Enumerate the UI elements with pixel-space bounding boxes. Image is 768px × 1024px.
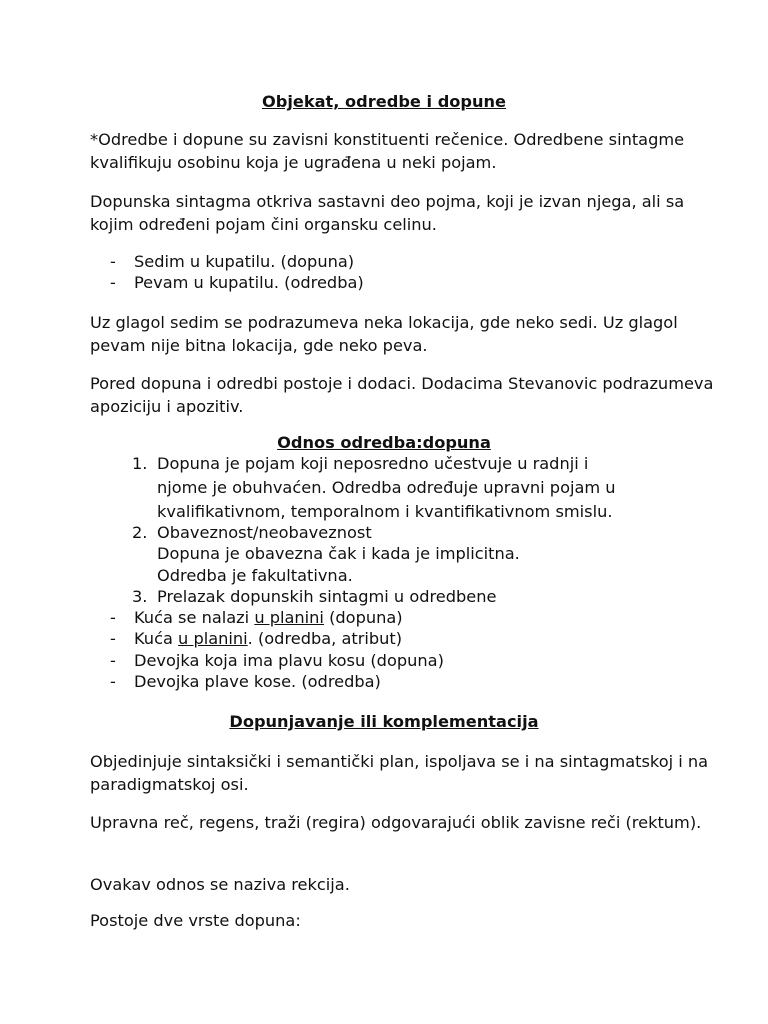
paragraph-glagol: Uz glagol sedim se podrazumeva neka lokacija, gde neko sedi. Uz glagol pevam nije bitna lokacija, gde neko peva. bbox=[90, 313, 678, 355]
document-title: Objekat, odredbe i dopune bbox=[261, 92, 507, 111]
list-dash: - bbox=[110, 629, 116, 648]
list-dash: - bbox=[110, 672, 116, 691]
item-number: 3. bbox=[132, 587, 148, 606]
list-dash: - bbox=[110, 252, 116, 271]
item-text: Prelazak dopunskih sintagmi u odredbene bbox=[157, 587, 497, 606]
list-item-text: Kuća se nalazi u planini (dopuna) bbox=[134, 608, 403, 627]
list-item-text: Devojka koja ima plavu kosu (dopuna) bbox=[134, 651, 444, 670]
item-text: Obaveznost/neobaveznost bbox=[157, 523, 372, 542]
list-item-text: Pevam u kupatilu. (odredba) bbox=[134, 273, 364, 292]
list-item-text: Devojka plave kose. (odredba) bbox=[134, 672, 381, 691]
section-heading-dopunjavanje: Dopunjavanje ili komplementacija bbox=[229, 712, 539, 731]
item-text: Dopuna je pojam koji neposredno učestvuje u radnji i bbox=[157, 454, 589, 473]
list-item-text: Sedim u kupatilu. (dopuna) bbox=[134, 252, 355, 271]
paragraph-upravna-rec: Upravna reč, regens, traži (regira) odgovarajući oblik zavisne reči (rektum). bbox=[90, 813, 702, 832]
paragraph-vrste-dopuna: Postoje dve vrste dopuna: bbox=[90, 911, 301, 930]
list-dash: - bbox=[110, 273, 116, 292]
paragraph-rekcija: Ovakav odnos se naziva rekcija. bbox=[90, 875, 350, 894]
item-text: njome je obuhvaćen. Odredba određuje upravni pojam u bbox=[157, 478, 616, 497]
item-number: 2. bbox=[132, 523, 148, 542]
paragraph-odredbe-dopune: *Odredbe i dopune su zavisni konstituenti rečenice. Odredbene sintagme kvalifikuju osobinu koja je ugrađena u neki pojam. bbox=[90, 130, 685, 172]
list-dash: - bbox=[110, 651, 116, 670]
item-text: Odredba je fakultativna. bbox=[157, 566, 353, 585]
item-number: 1. bbox=[132, 454, 148, 473]
underlined-phrase: u planini bbox=[178, 629, 248, 648]
underlined-phrase: u planini bbox=[254, 608, 324, 627]
item-text: kvalifikativnom, temporalnom i kvantifikativnom smislu. bbox=[157, 502, 613, 521]
paragraph-dopunska-sintagma: Dopunska sintagma otkriva sastavni deo pojma, koji je izvan njega, ali sa kojim određeni pojam čini organsku celinu. bbox=[90, 192, 685, 234]
paragraph-dodaci: Pored dopuna i odredbi postoje i dodaci. Dodacima Stevanovic podrazumeva apoziciju i apozitiv. bbox=[90, 374, 714, 416]
paragraph-objedinjuje: Objedinjuje sintaksički i semantički plan, ispoljava se i na sintagmatskoj i na paradigmatskoj osi. bbox=[90, 752, 709, 794]
list-dash: - bbox=[110, 608, 116, 627]
section-heading-odnos: Odnos odredba:dopuna bbox=[277, 433, 491, 452]
item-text: Dopuna je obavezna čak i kada je implicitna. bbox=[157, 544, 520, 563]
list-item-text: Kuća u planini. (odredba, atribut) bbox=[134, 629, 403, 648]
